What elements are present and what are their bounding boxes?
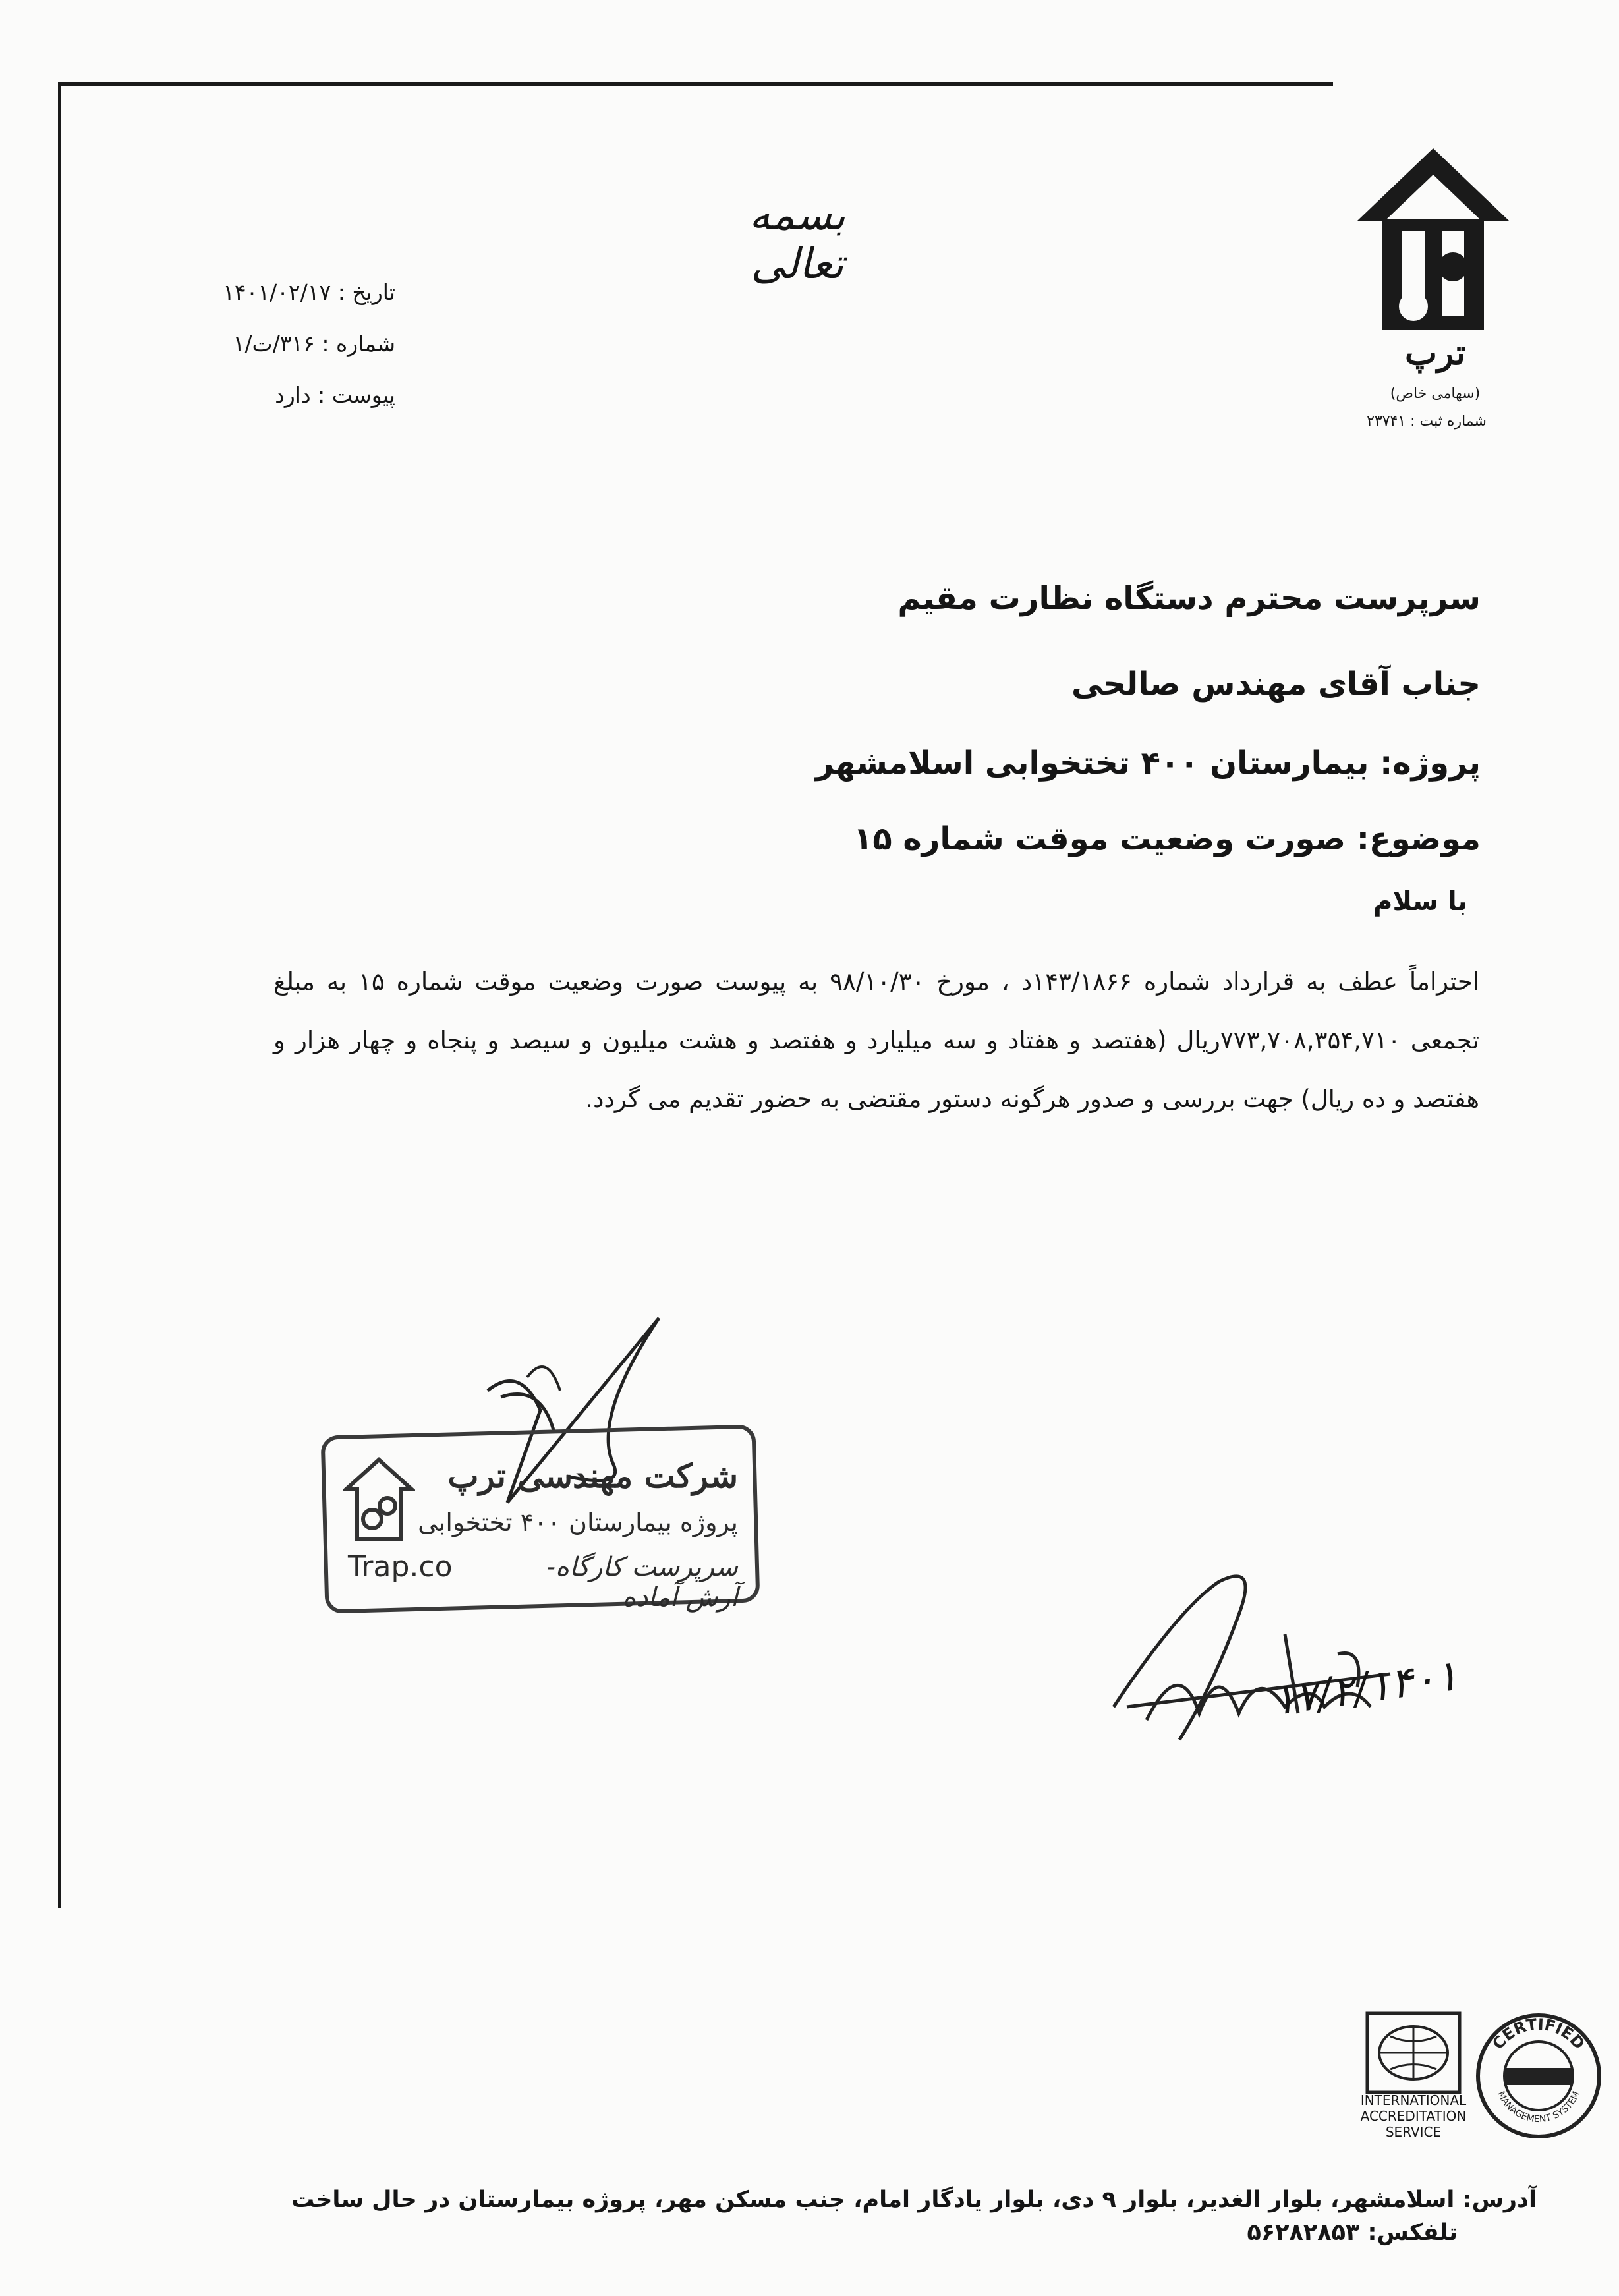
logo-emblem-icon [1344, 145, 1522, 343]
stamp-website: Trap.co [348, 1550, 453, 1584]
attachment-line: پیوست : دارد [275, 382, 395, 408]
stamp-project: پروژه بیمارستان ۴۰۰ تختخوابی [418, 1508, 738, 1537]
accreditation-logo-icon [1361, 2007, 1466, 2106]
greeting: با سلام [1373, 886, 1467, 917]
logo-company-type: (سهامی خاص) [1390, 386, 1481, 402]
management-system-label: MANAGEMENT SYSTEM [1495, 2090, 1582, 2125]
company-logo [1344, 145, 1522, 343]
frame-left-border [58, 82, 61, 1908]
logo-registration: شماره ثبت : ۲۳۷۴۱ [1367, 413, 1487, 430]
stamp-supervisor: سرپرست کارگاه- آرش آماده [546, 1552, 738, 1613]
footer-address: آدرس: اسلامشهر، بلوار الغدیر، بلوار ۹ دی، بلوار یادگار امام، جنب مسکن مهر، پروژه بیمارستان در حال ساخت [291, 2187, 1537, 2213]
footer-phone: تلفکس: ۵۶۲۸۲۸۵۳ [1247, 2220, 1458, 2246]
project-line: پروژه: بیمارستان ۴۰۰ تختخوابی اسلامشهر [815, 745, 1481, 782]
date-line: تاریخ : ۱۴۰۱/۰۲/۱۷ [223, 279, 395, 305]
svg-text:CERTIFIED [1489, 2015, 1588, 2053]
stamp-company: شرکت مهندسی ترپ [447, 1456, 738, 1495]
frame-top-border [58, 82, 1333, 86]
company-stamp [323, 1430, 758, 1613]
letter-meta [198, 267, 395, 421]
certified-label: CERTIFIED [1489, 2015, 1589, 2053]
letter-body: احتراماً عطف به قرارداد شماره ۱۴۳/۱۸۶۶د ، مورخ ۹۸/۱۰/۳۰ به پیوست صورت وضعیت موقت شماره ۱۵ به مبلغ تجمعی ۷۷۳,۷۰۸,۳۵۴,۷۱۰ریال (هفتصد و هفتاد و سه میلیارد و هفتصد و هشت میلیون و سیصد و پنجاه و چهار هزار و هفتصد و ده ریال) جهت بررسی و صدور هرگونه دستور مقتضی به حضور تقدیم می گردد. [273, 967, 1479, 1113]
recipient-title: سرپرست محترم دستگاه نظارت مقیم [897, 580, 1481, 617]
recipient-name: جناب آقای مهندس صالحی [1071, 666, 1481, 703]
certified-seal-icon [1473, 2010, 1605, 2144]
bismillah: بسمه تعالی [749, 191, 846, 289]
accreditation-text: INTERNATIONAL ACCREDITATION SERVICE [1360, 2092, 1467, 2140]
number-line: شماره : ۳۱۶/ت/۱ [233, 331, 395, 357]
subject-line: موضوع: صورت وضعیت موقت شماره ۱۵ [853, 820, 1481, 857]
svg-text:MANAGEMENT SYSTEM [1496, 2090, 1582, 2125]
logo-name: ترپ [1404, 333, 1466, 373]
signature-date: ۱۷/۲/۱۴۰۱ [1269, 1651, 1462, 1726]
